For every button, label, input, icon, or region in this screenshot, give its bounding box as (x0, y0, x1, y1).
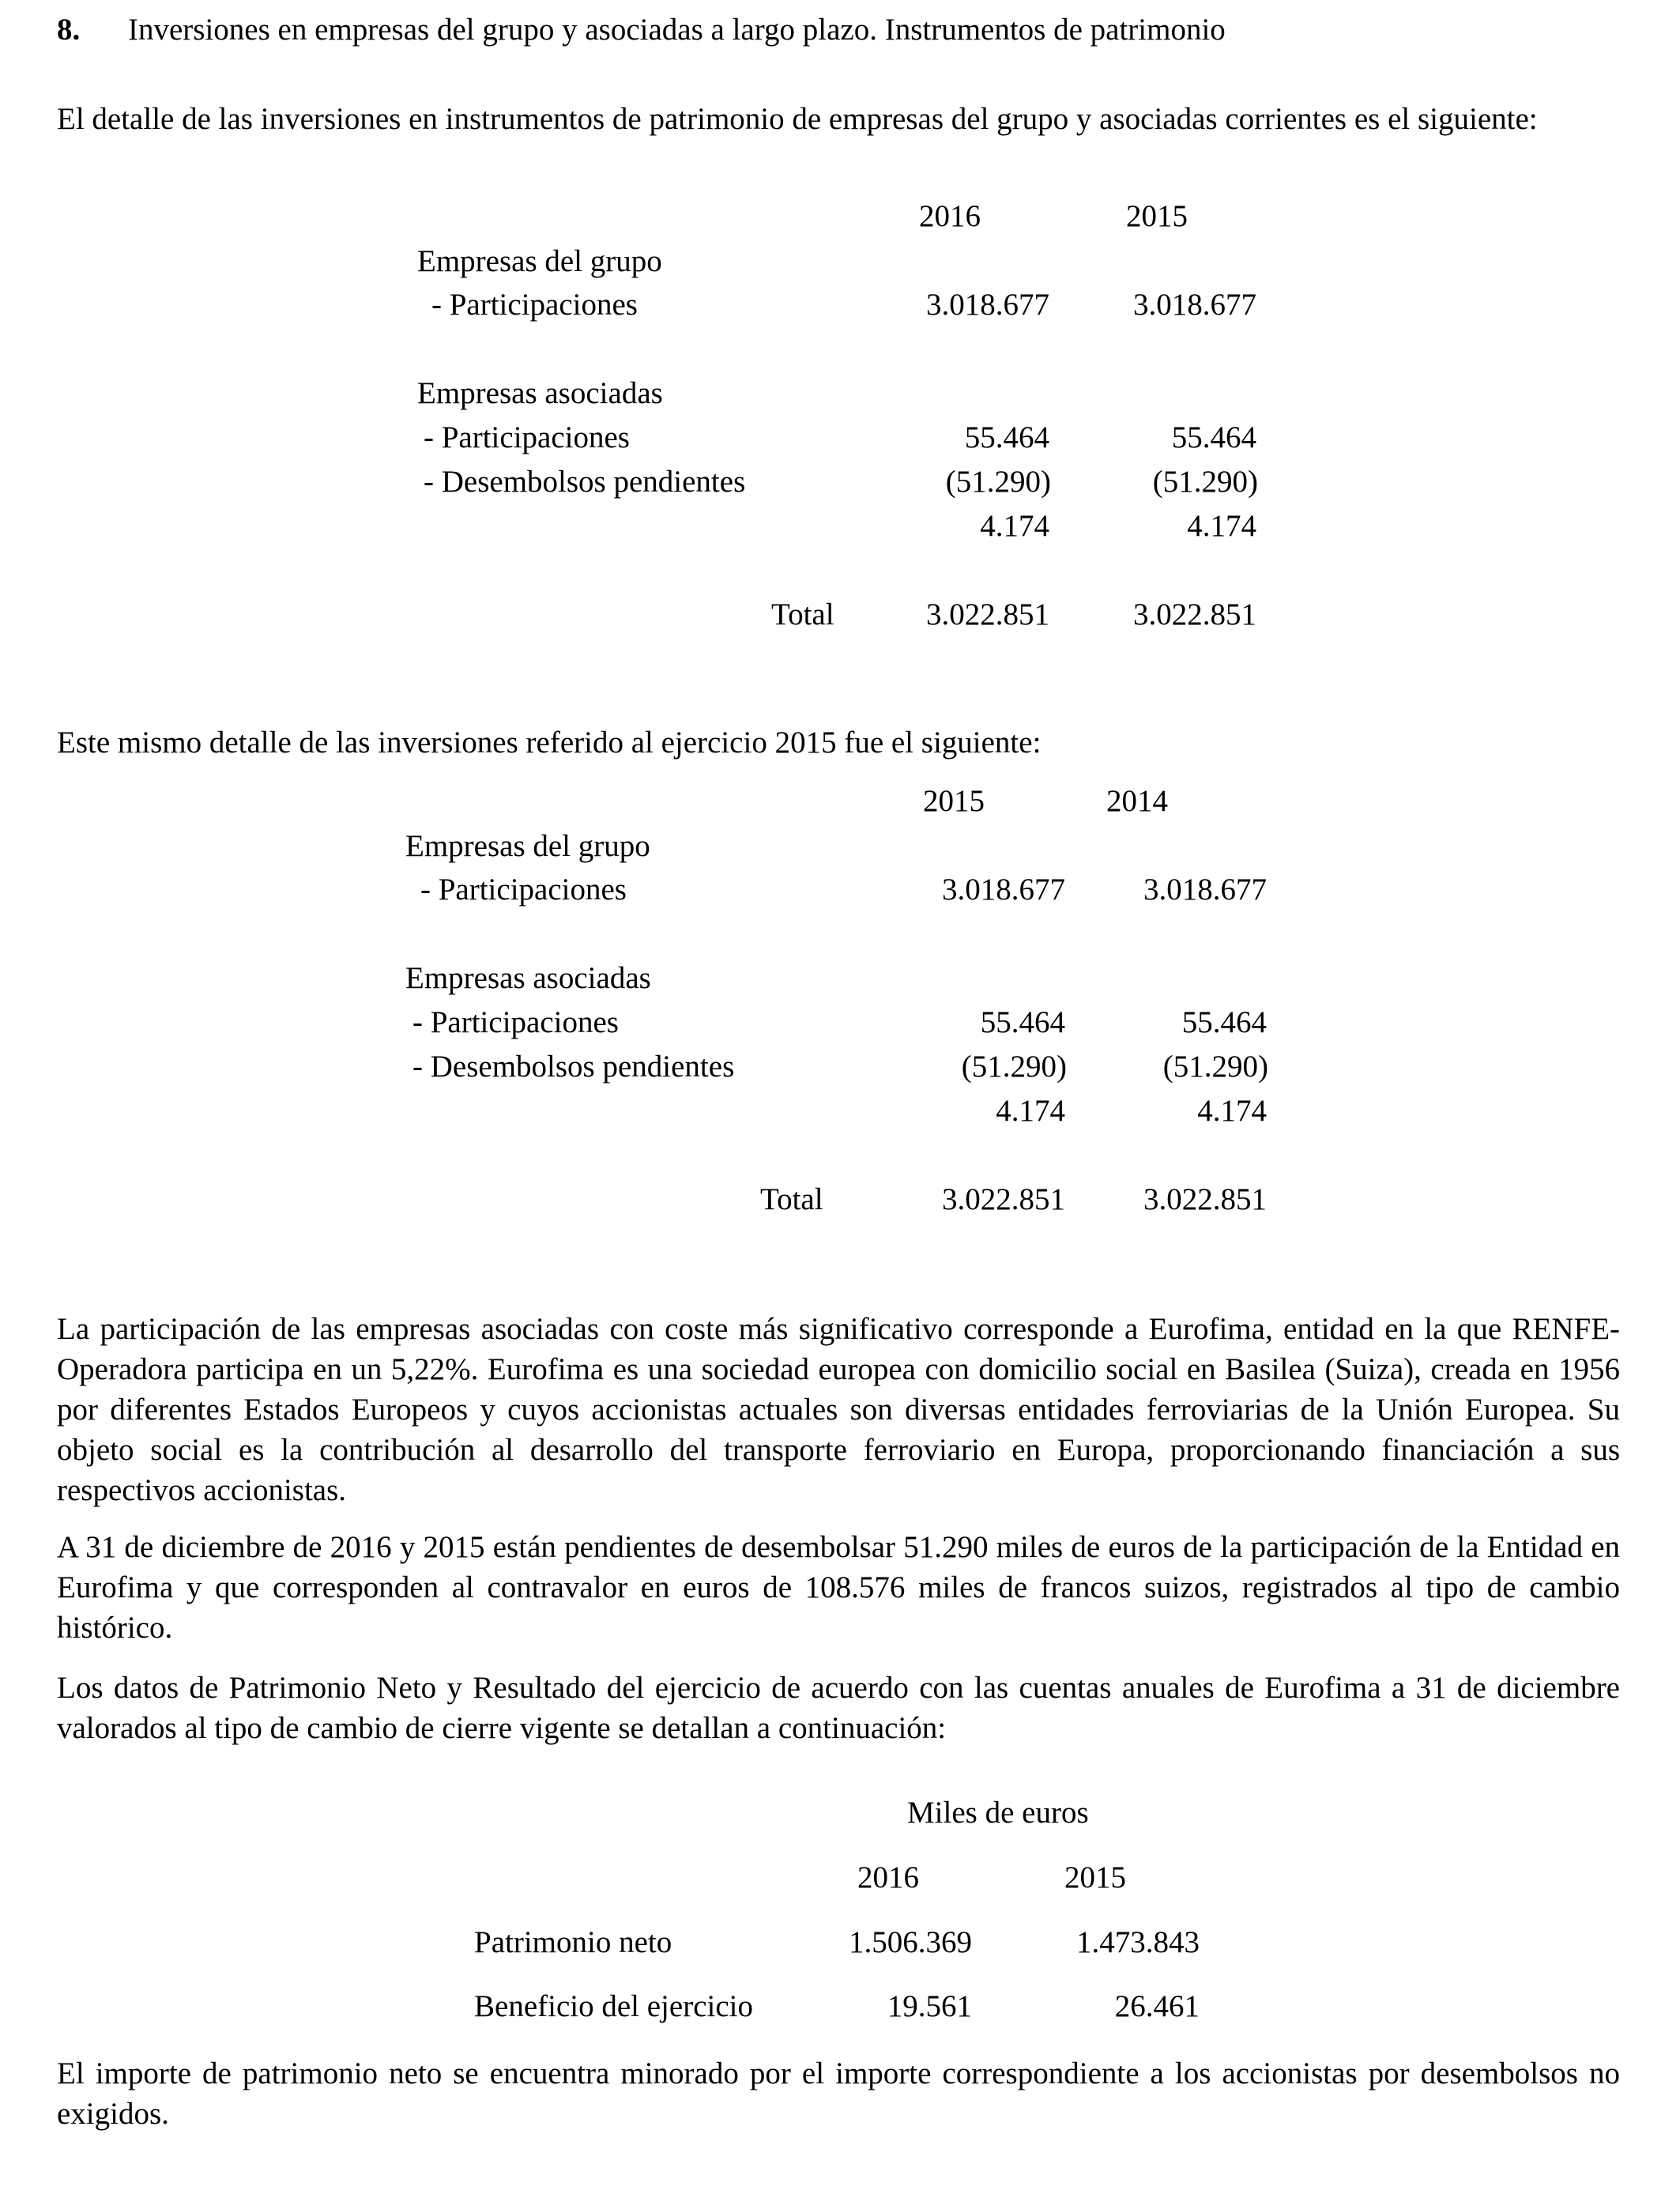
table2-assoc-heading: Empresas asociadas (405, 961, 651, 995)
table1-assoc-row-value-2: 55.464 (1171, 420, 1256, 454)
table1-year-1: 2016 (919, 199, 981, 233)
section-title: Inversiones en empresas del grupo y asociadas a largo plazo. Instrumentos de patrimonio (128, 13, 1226, 47)
table1-group-row-value-1: 3.018.677 (926, 288, 1049, 322)
table3-row-value-1: 19.561 (887, 1989, 972, 2023)
table2-assoc-row-value-2: 55.464 (1181, 1005, 1267, 1039)
table2-group-row-value-1: 3.018.677 (942, 873, 1065, 907)
table2-assoc-row-label: - Desembolsos pendientes (412, 1050, 735, 1084)
table2-total-1: 3.022.851 (942, 1182, 1065, 1216)
table1-year-2: 2015 (1126, 199, 1188, 233)
table2-year-1: 2015 (923, 784, 985, 818)
table2-subtotal-1: 4.174 (996, 1094, 1065, 1128)
equity-data-paragraph: Los datos de Patrimonio Neto y Resultado del ejercicio de acuerdo con las cuentas anuales de Eurofima a 31 de diciembre valorados al tipo de cambio de cierre vigente se detallan a continuación: (57, 1671, 1620, 1745)
table2-assoc-row-value-1: 55.464 (980, 1005, 1065, 1039)
table2-group-heading: Empresas del grupo (405, 829, 650, 863)
table2-subtotal-2: 4.174 (1197, 1094, 1267, 1128)
table1-subtotal-1: 4.174 (980, 509, 1049, 543)
table3-row-label: Beneficio del ejercicio (474, 1989, 753, 2023)
table1-assoc-row-value-2: (51.290) (1152, 465, 1258, 499)
table3-row-value-2: 26.461 (1114, 1989, 1200, 2023)
table2-group-row-value-2: 3.018.677 (1143, 873, 1267, 907)
table3-year-2: 2015 (1064, 1860, 1126, 1894)
table1-total-label: Total (771, 598, 834, 631)
table1-assoc-heading: Empresas asociadas (417, 376, 663, 410)
table3-row-value-1: 1.506.369 (849, 1925, 972, 1959)
table2-total-2: 3.022.851 (1143, 1182, 1267, 1216)
table3-row-label: Patrimonio neto (474, 1925, 672, 1959)
table2-assoc-row-value-2: (51.290) (1162, 1050, 1268, 1084)
table3-year-1: 2016 (857, 1860, 919, 1894)
intro-paragraph: El detalle de las inversiones en instrumentos de patrimonio de empresas del grupo y asociadas corrientes es el siguiente: (57, 102, 1538, 136)
table2-group-row-label: - Participaciones (420, 873, 627, 907)
closing-paragraph: El importe de patrimonio neto se encuentra minorado por el importe correspondiente a los accionistas por desembolsos no exigidos. (57, 2056, 1620, 2131)
table3-row-value-2: 1.473.843 (1076, 1925, 1200, 1959)
table2-year-2: 2014 (1106, 784, 1168, 818)
table1-assoc-row-value-1: (51.290) (945, 465, 1051, 499)
table1-total-2: 3.022.851 (1133, 598, 1256, 631)
table1-group-row-value-2: 3.018.677 (1133, 288, 1256, 322)
table1-assoc-row-label: - Participaciones (424, 420, 630, 454)
table1-subtotal-2: 4.174 (1187, 509, 1256, 543)
table2-total-label: Total (760, 1182, 823, 1216)
eurofima-paragraph: La participación de las empresas asociadas con coste más significativo corresponde a Eurofima, entidad en la que RENFE-Operadora participa en un 5,22%. Eurofima es una sociedad europea con domicilio social en Basilea (Suiza), creada en 1956 por diferentes Estados Europeos y cuyos accionistas actuales son diversas entidades ferroviarias de la Unión Europea. Su objeto social es la contribución al desarrollo del transporte ferroviario en Europa, proporcionando financiación a sus respectivos accionistas. (57, 1312, 1620, 1507)
table1-group-row-label: - Participaciones (431, 288, 638, 322)
table3-unit-label: Miles de euros (907, 1796, 1089, 1830)
section-number: 8. (57, 13, 81, 47)
pending-payment-paragraph: A 31 de diciembre de 2016 y 2015 están pendientes de desembolsar 51.290 miles de euros de la participación de la Entidad en Eurofima y que corresponden al contravalor en euros de 108.576 miles de francos suizos, registrados al tipo de cambio histórico. (57, 1530, 1620, 1645)
table2-assoc-row-label: - Participaciones (412, 1005, 619, 1039)
table1-total-1: 3.022.851 (926, 598, 1049, 631)
table2-assoc-row-value-1: (51.290) (961, 1050, 1067, 1084)
table1-assoc-row-label: - Desembolsos pendientes (424, 465, 746, 499)
table1-group-heading: Empresas del grupo (417, 244, 662, 278)
mid-paragraph: Este mismo detalle de las inversiones referido al ejercicio 2015 fue el siguiente: (57, 726, 1042, 760)
table1-assoc-row-value-1: 55.464 (964, 420, 1049, 454)
